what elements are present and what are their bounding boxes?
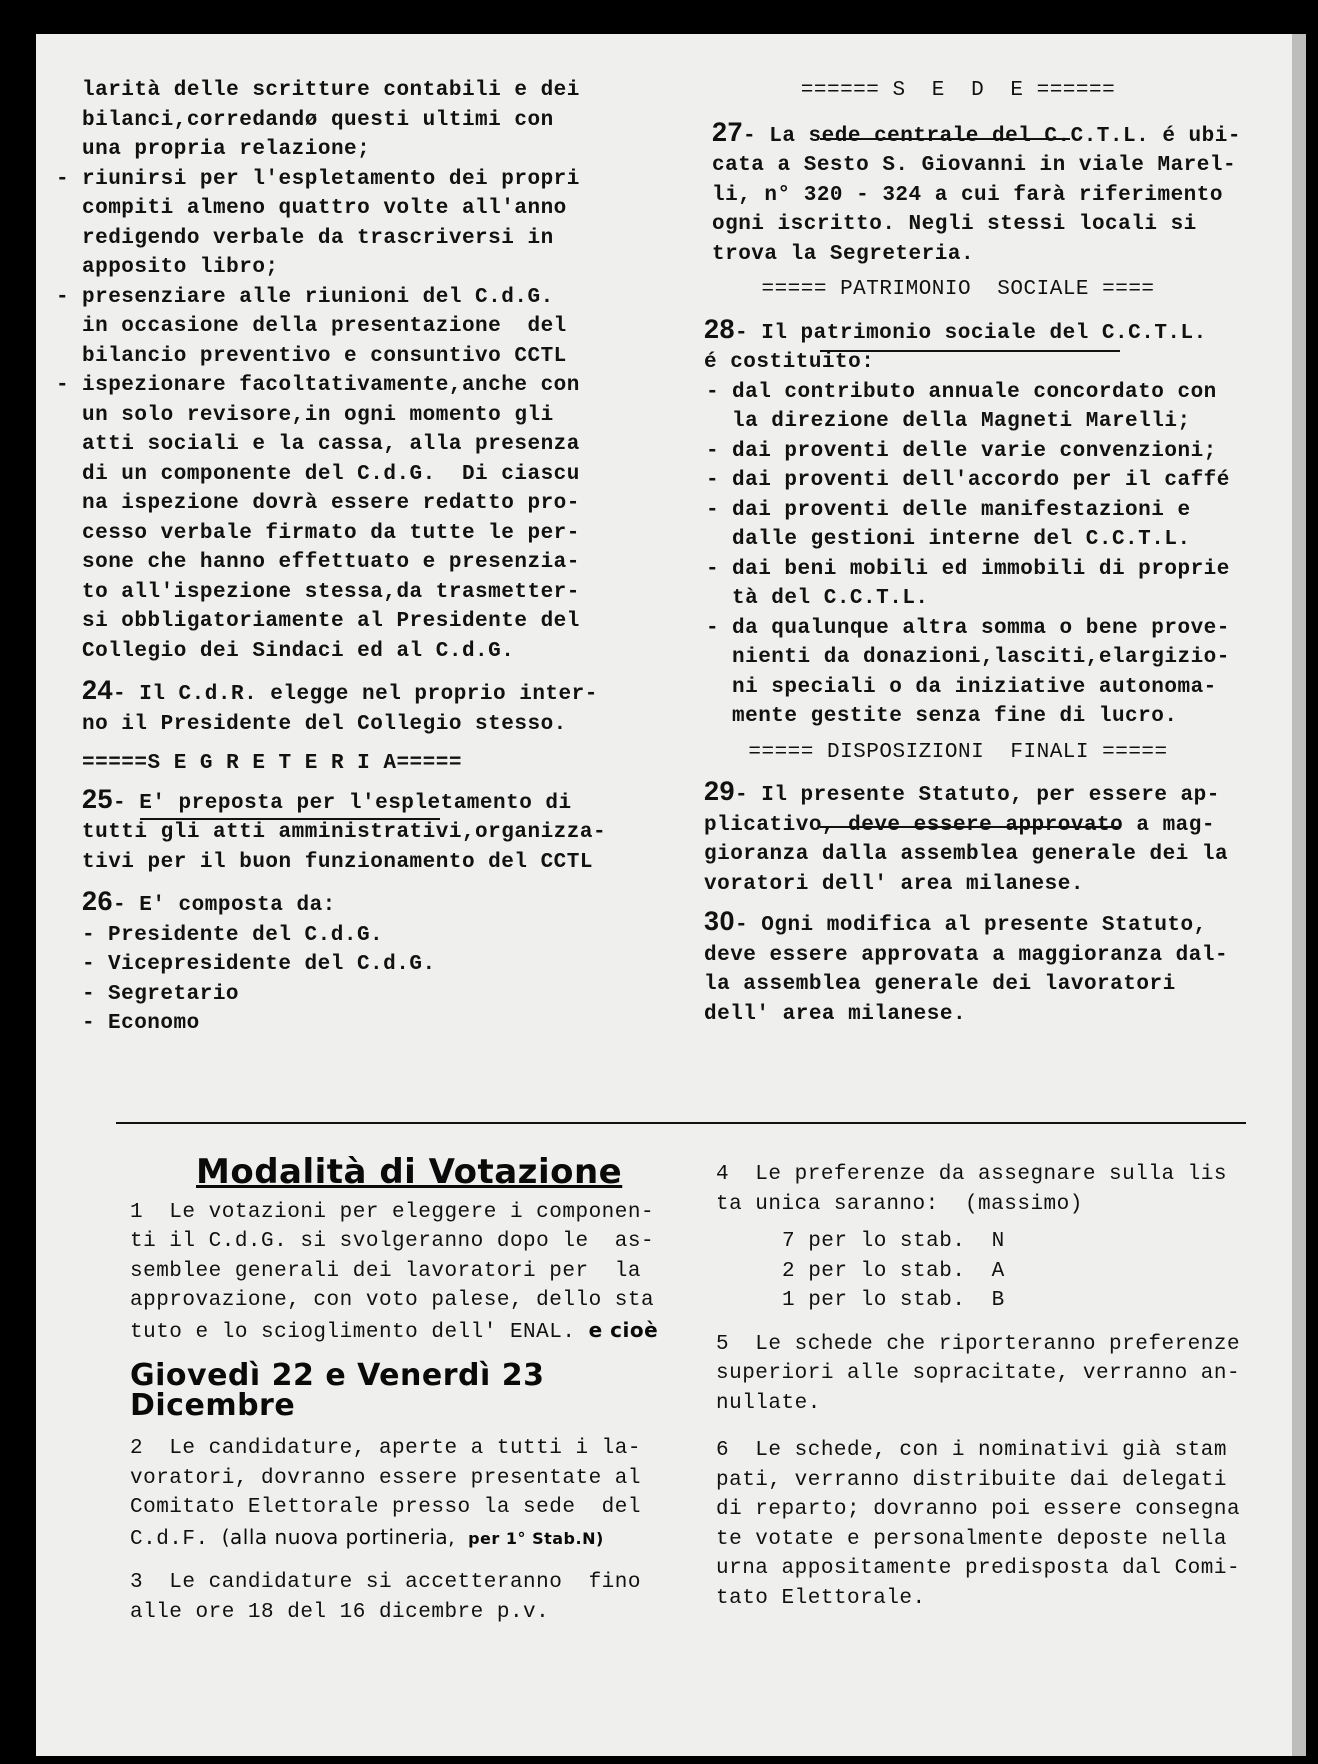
text-line: urna appositamente predisposta dal Comi- [716, 1557, 1241, 1580]
text-line: Collegio dei Sindaci ed al C.d.G. [82, 639, 515, 663]
text-line: na ispezione dovrà essere redatto pro- [82, 492, 580, 515]
text-line: in occasione della presentazione del [82, 315, 567, 338]
text-line: si obbligatoriamente al Presidente del [82, 610, 580, 633]
list-item [56, 165, 662, 283]
text-line: dai proventi dell'accordo per il caffé [732, 469, 1230, 492]
paragraph-2 [130, 1434, 670, 1554]
text-line: deve essere approvata a maggioranza dal- [704, 943, 1229, 967]
text-line: dai proventi delle manifestazioni e [732, 498, 1191, 522]
list-item: - Economo [108, 1009, 662, 1039]
text-line: - Il patrimonio sociale del C.C.T.L. [735, 321, 1207, 345]
list-item: 2 per lo stab. A [782, 1259, 1005, 1283]
text-line: to all'ispezione stessa,da trasmetter- [82, 580, 580, 604]
heading-underline [140, 818, 440, 820]
text-line: nullate. [716, 1391, 821, 1415]
text-line: cesso verbale firmato da tutte le per- [82, 521, 580, 545]
text-line: ni speciali o da iniziative autonoma- [732, 675, 1217, 699]
text-line: Presidente del C.d.G. [108, 923, 384, 947]
article-number: 28 [704, 313, 736, 344]
text-line: dell' area milanese. [704, 1002, 967, 1026]
article-number: 25 [82, 783, 114, 814]
text-line: 3 Le candidature si accetteranno fino [130, 1571, 641, 1594]
text-line: Economo [108, 1012, 200, 1035]
text-line: approvazione, con voto palese, dello sta [130, 1289, 655, 1312]
text-line: - Il C.d.R. elegge nel proprio inter- [113, 683, 598, 706]
text-line: di un componente del C.d.G. Di ciascu [82, 462, 580, 486]
text-line: tutti gli atti amministrativi,organizza- [82, 821, 607, 844]
list-item: - Presidente del C.d.G. [108, 921, 662, 951]
text-line: é costituito: [704, 351, 875, 374]
text-line: - Il presente Statuto, per essere ap- [735, 784, 1220, 807]
text-line: - E' preposta per l'espletamento di [113, 791, 572, 815]
article-27 [668, 118, 1248, 270]
text-line: pati, verranno distribuite dai delegati [716, 1468, 1227, 1492]
article-number: 24 [82, 675, 114, 705]
list-item: - dai beni mobili ed immobili di proprie tà del C.C.T.L. [732, 555, 1248, 614]
text-line: apposito libro; [82, 256, 279, 279]
text-line: gioranza dalla assemblea generale dei la [704, 843, 1229, 866]
text-line: semblee generali dei lavoratori per la [130, 1259, 641, 1283]
text-line: ta unica saranno: (massimo) [716, 1192, 1083, 1216]
text-line: tuto e lo scioglimento dell' ENAL. [130, 1320, 576, 1344]
list-item: - da qualunque altra somma o bene prove- nienti da donazioni,lasciti,elargizio- ni speciali o da iniziative autonoma- mente gestite senza fine di lucro. [732, 614, 1248, 732]
list-item: 1 per lo stab. B [782, 1289, 1005, 1312]
paragraph-4 [716, 1160, 1246, 1219]
text-line: superiori alle sopracitate, verranno an- [716, 1362, 1241, 1385]
section-heading-disposizioni: ===== DISPOSIZIONI FINALI ===== [748, 740, 1168, 764]
text-line: redigendo verbale da trascriversi in [82, 226, 554, 250]
text-line: Segretario [108, 982, 240, 1006]
dash-bullet: - [56, 374, 70, 397]
left-bottom-column [130, 1152, 670, 1627]
text-line: nienti da donazioni,lasciti,elargizio- [732, 646, 1230, 669]
list-item: - dai proventi delle varie convenzioni; [732, 437, 1248, 467]
article-25 [82, 785, 662, 878]
text-line: tato Elettorale. [716, 1586, 926, 1610]
article-26 [82, 887, 662, 921]
text-line: C.d.F. [130, 1527, 209, 1551]
section-heading-sede: ====== S E D E ====== [800, 79, 1116, 102]
text-line: sone che hanno effettuato e presenzia- [82, 551, 580, 574]
article-24 [82, 676, 662, 739]
text-line: trova la Segreteria. [712, 242, 975, 266]
text-line: larità delle scritture contabili e dei [82, 79, 580, 102]
text-line: dalle gestioni interne del C.C.T.L. [732, 528, 1191, 551]
text-line: te votate e personalmente deposte nella [716, 1527, 1227, 1551]
text-line: 6 Le schede, con i nominativi già stam [716, 1439, 1227, 1462]
section-heading-segreteria: =====S E G R E T E R I A===== [82, 752, 462, 775]
text-line: bilanci,corredandø questi ultimi con [82, 108, 554, 132]
text-line: - La sede centrale del C.C.T.L. é ubi- [743, 124, 1241, 148]
list-item: - dal contributo annuale concordato con la direzione della Magneti Marelli; [732, 378, 1248, 437]
paragraph-6 [716, 1436, 1246, 1613]
list-item: - dai proventi dell'accordo per il caffé [732, 466, 1248, 496]
list-item: 7 per lo stab. N [782, 1230, 1005, 1253]
paragraph-1 [130, 1198, 670, 1348]
text-line: atti sociali e la cassa, alla presenza [82, 433, 580, 456]
dash-bullet: - [56, 285, 70, 309]
article-number: 27 [712, 116, 744, 147]
text-line: la assemblea generale dei lavoratori [704, 973, 1176, 996]
handwritten-note: per 1° Stab.N) [468, 1528, 604, 1548]
text-line: voratori, dovranno essere presentate al [130, 1466, 641, 1490]
paragraph-5 [716, 1330, 1246, 1419]
text-line: - E' composta da: [113, 894, 336, 917]
text-line: da qualunque altra somma o bene prove- [732, 616, 1230, 640]
handwritten-note: e cioè [588, 1317, 659, 1342]
text-line: li, n° 320 - 324 a cui farà riferimento [712, 183, 1223, 207]
text-line: compiti almeno quattro volte all'anno [82, 197, 567, 220]
right-top-column [668, 76, 1248, 1029]
left-top-column [56, 76, 662, 1039]
text-line: dal contributo annuale concordato con [732, 380, 1217, 404]
text-line: - Ogni modifica al presente Statuto, [735, 914, 1207, 937]
article-number: 30 [704, 906, 736, 936]
voting-dates: Giovedì 22 e Venerdì 23 Dicembre [130, 1358, 545, 1423]
text-line: 5 Le schede che riporteranno preferenze [716, 1332, 1241, 1356]
list-item: - Vicepresidente del C.d.G. [108, 950, 662, 980]
paragraph-3 [130, 1568, 670, 1627]
text-line: tà del C.C.T.L. [732, 587, 929, 610]
text-line: voratori dell' area milanese. [704, 872, 1084, 896]
article-number: 26 [82, 886, 114, 916]
text-line: dai beni mobili ed immobili di proprie [732, 557, 1230, 581]
text-line: no il Presidente del Collegio stesso. [82, 712, 567, 736]
text-line: di reparto; dovranno poi essere consegna [716, 1498, 1241, 1521]
text-line: tivi per il buon funzionamento del CCTL [82, 850, 593, 874]
voting-title: Modalità di Votazione [196, 1152, 623, 1192]
text-line: mente gestite senza fine di lucro. [732, 705, 1178, 728]
text-line: plicativo, deve essere approvato a mag- [704, 813, 1215, 837]
list-item [56, 283, 662, 372]
text-line: riunirsi per l'espletamento dei propri [82, 167, 580, 191]
text-line: 4 Le preferenze da assegnare sulla lis [716, 1163, 1227, 1186]
text-line: Vicepresidente del C.d.G. [108, 953, 436, 976]
article-30 [668, 907, 1248, 1029]
text-line: la direzione della Magneti Marelli; [732, 410, 1191, 433]
text-line: cata a Sesto S. Giovanni in viale Marel- [712, 154, 1237, 177]
text-line: ispezionare facoltativamente,anche con [82, 374, 580, 397]
text-line: alle ore 18 del 16 dicembre p.v. [130, 1600, 550, 1624]
dash-bullet: - [56, 167, 70, 191]
handwritten-note: (alla nuova portineria, [221, 1524, 455, 1549]
text-line: una propria relazione; [82, 138, 371, 161]
text-line: 2 Le candidature, aperte a tutti i la- [130, 1437, 641, 1460]
section-divider [116, 1122, 1246, 1124]
text-line: ogni iscritto. Negli stessi locali si [712, 213, 1197, 236]
text-line: presenziare alle riunioni del C.d.G. [82, 285, 554, 309]
text-line: dai proventi delle varie convenzioni; [732, 439, 1217, 463]
right-bottom-column [716, 1160, 1246, 1613]
preference-list [716, 1227, 1246, 1316]
page-edge [1292, 34, 1306, 1756]
list-item: - Segretario [108, 980, 662, 1010]
section-heading-patrimonio: ===== PATRIMONIO SOCIALE ==== [761, 278, 1155, 301]
text-line: ti il C.d.G. si svolgeranno dopo le as- [130, 1230, 655, 1253]
list-item [56, 371, 662, 666]
text-line: 1 Le votazioni per eleggere i componen- [130, 1200, 655, 1224]
text-line: bilancio preventivo e consuntivo CCTL [82, 344, 567, 368]
article-28 [668, 315, 1248, 378]
article-number: 29 [704, 776, 736, 806]
text-line: un solo revisore,in ogni momento gli [82, 403, 554, 427]
list-item: - dai proventi delle manifestazioni e dalle gestioni interne del C.C.T.L. [732, 496, 1248, 555]
text-line: Comitato Elettorale presso la sede del [130, 1496, 641, 1519]
article-29 [668, 777, 1248, 899]
